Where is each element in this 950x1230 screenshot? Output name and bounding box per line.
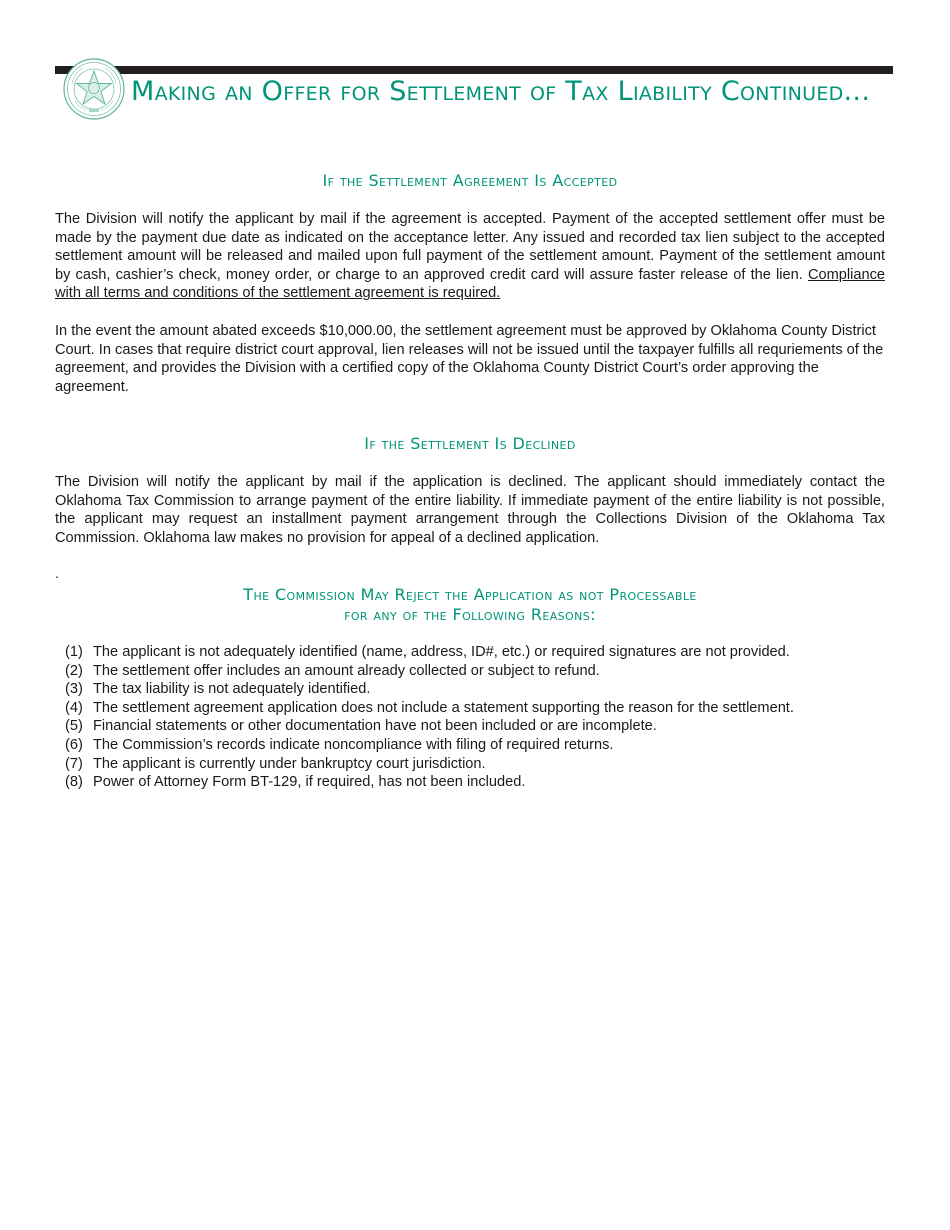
list-item: [65, 699, 885, 718]
list-item: [65, 643, 885, 662]
list-item-text: The applicant is currently under bankruptcy court jurisdiction.: [93, 755, 486, 772]
list-item-number: (1): [65, 644, 83, 660]
reject-reasons-list: [65, 643, 885, 792]
list-item-number: (7): [65, 755, 83, 772]
stray-mark: .: [55, 565, 59, 581]
list-item-text: The Commission’s records indicate noncompliance with filing of required returns.: [93, 736, 614, 753]
list-item: [65, 680, 885, 699]
list-item-number: (2): [65, 662, 83, 679]
header-rule: [55, 66, 893, 74]
page-title: Making an Offer for Settlement of Tax Liability Continued...: [131, 76, 871, 107]
reject-heading-line-2: for any of the Following Reasons:: [344, 605, 596, 624]
list-item-number: (6): [65, 736, 83, 753]
list-item-number: (5): [65, 718, 83, 735]
declined-paragraph: The Division will notify the applicant by mail if the application is declined. The applicant should immediately contact the Oklahoma Tax Commission to arrange payment of the entire liability. If immediate payment of the entire liability is not possible, the applicant may request an installment payment arrangement through the Collections Division of the Oklahoma Tax Commission. Oklahoma law makes no provision for appeal of a declined application.: [55, 474, 885, 546]
accepted-paragraph-2: In the event the amount abated exceeds $10,000.00, the settlement agreement must be approved by Oklahoma County District Court. In cases that require district court approval, lien releases will not be issued until the taxpayer fulfills all requriements of the agreement, and provides the Division with a certified copy of the Oklahoma County District Court’s order approving the agreement.: [55, 323, 884, 395]
list-item-text: The settlement offer includes an amount already collected or subject to refund.: [93, 662, 600, 679]
list-item: [65, 736, 885, 755]
compliance-requirement-text: Compliance with all terms and conditions of the settlement agreement is required.: [55, 266, 885, 302]
list-item-number: (3): [65, 681, 83, 698]
list-item-text: Financial statements or other documentation have not been included or are incomplete.: [93, 718, 657, 735]
list-item: [65, 755, 885, 774]
section-heading-reject: [55, 585, 885, 625]
section-heading-accepted: If the Settlement Agreement Is Accepted: [322, 171, 618, 190]
list-item-number: (8): [65, 774, 83, 791]
list-item-text: The tax liability is not adequately identified.: [93, 681, 371, 698]
state-seal-icon: [63, 58, 125, 120]
list-item: [65, 773, 885, 792]
list-item-text: The applicant is not adequately identified (name, address, ID#, etc.) or required signatures are not provided.: [93, 644, 790, 660]
list-item-text: Power of Attorney Form BT-129, if required, has not been included.: [93, 774, 526, 791]
list-item: [65, 717, 885, 736]
reject-heading-line-1: The Commission May Reject the Application as not Processable: [243, 585, 697, 604]
accepted-paragraph-1-text: The Division will notify the applicant by mail if the agreement is accepted. Payment of the accepted settlement offer must be made by the payment due date as indicated on the acceptance letter. Any issued and recorded tax lien subject to the accepted settlement amount will be released and mailed upon full payment of the settlement amount. Payment of the settlement amount by cash, cashier’s check, money order, or charge to an approved credit card will assure faster release of the lien.: [55, 211, 885, 283]
section-heading-declined: If the Settlement Is Declined: [364, 434, 576, 453]
list-item: [65, 662, 885, 681]
list-item-number: (4): [65, 699, 83, 716]
accepted-paragraph-1: [55, 210, 885, 303]
list-item-text: The settlement agreement application does not include a statement supporting the reason for the settlement.: [93, 699, 794, 716]
